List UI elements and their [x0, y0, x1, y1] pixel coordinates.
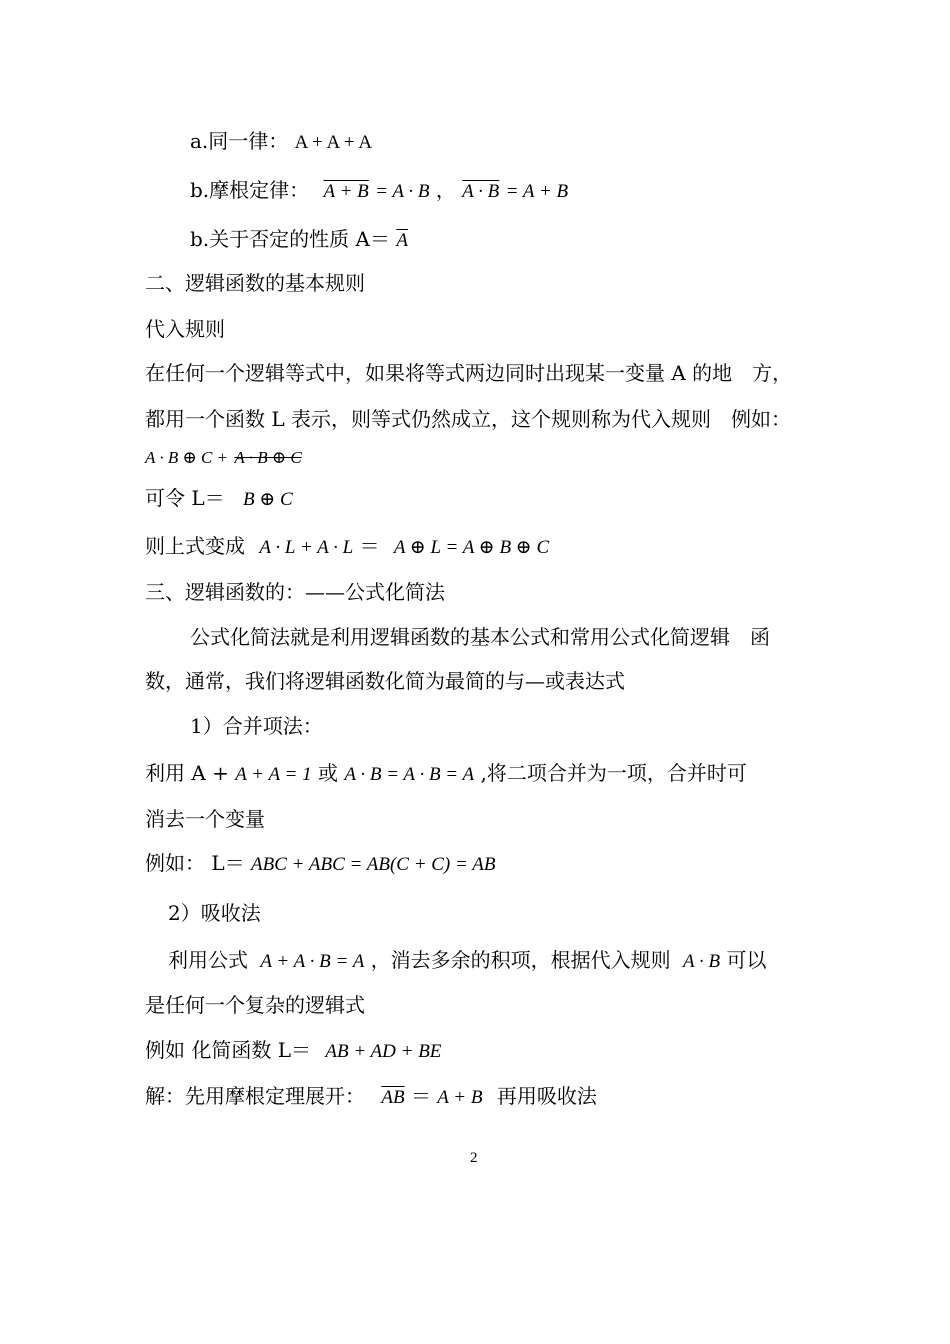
paragraph-2a: 公式化简法就是利用逻辑函数的基本公式和常用公式化简逻辑 函: [190, 625, 770, 649]
subheading-substitution: 代入规则: [145, 317, 225, 341]
example-2-label: 例如： L＝: [145, 851, 245, 875]
transformed-formula-2: A ⊕ L = A ⊕ B ⊕ C: [393, 537, 550, 558]
paragraph-3b: 消去一个变量: [145, 807, 265, 831]
paragraph-4-text-1: 利用公式: [168, 948, 248, 972]
transformed-line: [145, 533, 549, 561]
de-morgan-label: b.摩根定律：: [190, 178, 310, 202]
negation-line: [190, 226, 408, 254]
paragraph-3a: [145, 760, 747, 788]
de-morgan-formula-1: A + B: [323, 181, 369, 202]
de-morgan-formula-3: A · B: [462, 181, 500, 202]
let-l-label: 可令 L＝: [145, 486, 225, 510]
de-morgan-formula-2: = A · B: [375, 181, 430, 202]
paragraph-4-text-3: 可以: [726, 948, 767, 972]
paragraph-2b: 数，通常，我们将逻辑函数化简为最简的与—或表达式: [145, 669, 625, 693]
paragraph-3-text-2: 或: [317, 761, 345, 785]
de-morgan-separator: ，: [435, 178, 456, 202]
solution-text-2: 再用吸收法: [496, 1084, 597, 1108]
identity-law-formula: A + A + A: [294, 132, 373, 153]
paragraph-3-formula-1: A + A = 1: [235, 764, 312, 785]
paragraph-3-text-3: ,将二项合并为一项，合并时可: [480, 761, 747, 785]
paragraph-4b: 是任何一个复杂的逻辑式: [145, 993, 365, 1017]
let-l-formula: B ⊕ C: [243, 489, 293, 510]
example-3-label: 例如 化简函数 L＝: [145, 1038, 311, 1062]
paragraph-4-text-2: ，消去多余的积项，根据代入规则: [370, 948, 671, 972]
paragraph-3-formula-2: A · B = A · B = A: [344, 764, 475, 785]
paragraph-4-formula-2: A · B: [683, 951, 721, 972]
paragraph-4a: [168, 947, 767, 975]
transformed-formula-1: A · L + A · L: [259, 537, 354, 558]
solution-formula-2: A + B: [437, 1087, 483, 1108]
page-number: 2: [470, 1150, 478, 1166]
solution-equals: ＝: [410, 1084, 431, 1108]
example-1-formula: [145, 443, 302, 471]
section-heading-2: 二、逻辑函数的基本规则: [145, 271, 365, 295]
paragraph-1b: 都用一个函数 L 表示，则等式仍然成立，这个规则称为代入规则 例如：: [145, 407, 791, 431]
transformed-label: 则上式变成: [145, 534, 245, 558]
section-heading-3: 三、逻辑函数的：——公式化简法: [145, 580, 445, 604]
example-3-formula: AB + AD + BE: [325, 1041, 442, 1062]
let-l-line: [145, 485, 293, 513]
item-1-heading: 1）合并项法：: [190, 714, 323, 738]
solution-formula-1: $\overline{AB}$: [381, 1087, 405, 1108]
identity-law-label: a.同一律：: [190, 129, 289, 153]
negation-formula: $\overline{A}$: [396, 230, 408, 251]
paragraph-4-formula-1: A + A · B = A: [260, 951, 365, 972]
de-morgan-formula-4: = A + B: [505, 181, 569, 202]
solution-label: 解：先用摩根定理展开：: [145, 1084, 365, 1108]
paragraph-1a: 在任何一个逻辑等式中，如果将等式两边同时出现某一变量 A 的地 方，: [145, 361, 793, 385]
transformed-equals: ＝: [359, 534, 380, 558]
de-morgan-line: [190, 177, 568, 205]
example-1-part-b: A · B ⊕ C: [234, 448, 302, 467]
example-1-part-a: A · B ⊕ C +: [145, 448, 229, 467]
example-2-formula: ABC + ABC = AB(C + C) = AB: [251, 854, 496, 875]
negation-label: b.关于否定的性质 A＝: [190, 227, 390, 251]
solution-line: [145, 1083, 597, 1111]
identity-law-line: [190, 128, 372, 156]
item-2-heading: 2）吸收法: [168, 901, 261, 925]
paragraph-3-text-1: 利用 A +: [145, 761, 236, 785]
example-3-line: [145, 1037, 441, 1065]
example-2-line: [145, 850, 495, 878]
